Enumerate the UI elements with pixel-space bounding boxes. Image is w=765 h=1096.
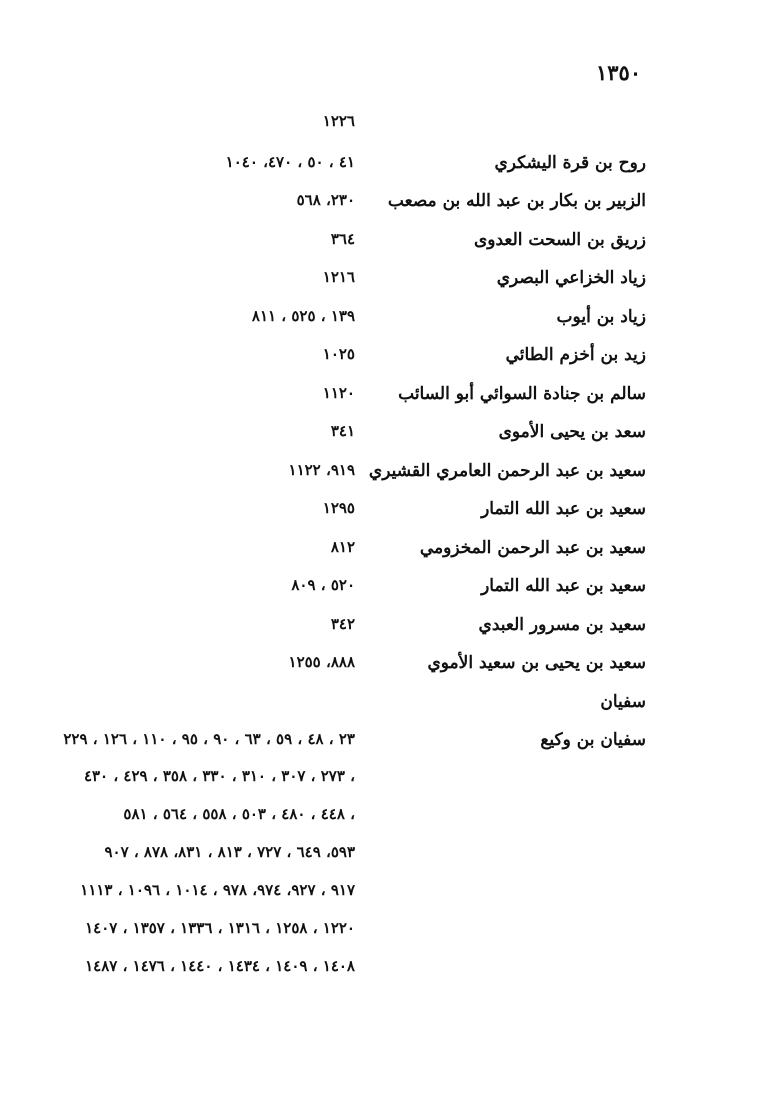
entry-continuation — [60, 763, 660, 801]
entry-name: سفيان — [600, 691, 646, 712]
entry-name: روح بن قرة اليشكري — [494, 152, 646, 173]
entry-pages-line: ١٢٢٠ ، ١٢٥٨ ، ١٣١٦ ، ١٣٣٦ ، ١٣٥٧ ، ١٤٠٧ — [85, 918, 355, 937]
entry-pages: ١٣٩ ، ٥٢٥ ، ٨١١ — [251, 306, 355, 325]
index-entry — [60, 108, 660, 147]
entry-pages: ٣٤١ — [330, 422, 355, 440]
entry-pages: ١٢١٦ — [322, 268, 355, 286]
index-entry — [60, 224, 660, 263]
entry-pages-line: ٩١٧ ، ٩٢٧، ٩٧٤، ٩٧٨ ، ١٠١٤ ، ١٠٩٦ ، ١١١٣ — [80, 880, 355, 899]
index-entry — [60, 724, 660, 763]
index-list — [60, 108, 660, 991]
entry-pages-line: ٢٣ ، ٤٨ ، ٥٩ ، ٦٣ ، ٩٠ ، ٩٥ ، ١١٠ ، ١٢٦ ، ٢٢٩ — [63, 730, 355, 748]
entry-name: زياد الخزاعي البصري — [496, 268, 646, 288]
entry-name: سعيد بن مسرور العبدي — [478, 614, 646, 635]
index-entry — [60, 686, 660, 725]
entry-pages-line: ، ٢٧٣ ، ٣٠٧ ، ٣١٠ ، ٣٣٠ ، ٣٥٨ ، ٤٢٩ ، ٤٣٠ — [83, 766, 355, 785]
entry-pages: ١١٢٠ — [322, 383, 355, 402]
entry-pages: ٣٦٤ — [330, 229, 355, 248]
entry-name: سعيد بن عبد الله التمار — [481, 499, 646, 519]
entry-pages: ١٢٩٥ — [322, 499, 355, 517]
entry-pages: ٤١ ، ٥٠ ، ٤٧٠، ١٠٤٠ — [225, 152, 355, 171]
index-entry — [60, 609, 660, 648]
entry-name: سعد بن يحيى الأموى — [498, 422, 646, 442]
entry-pages: ٨٨٨، ١٢٥٥ — [288, 653, 355, 671]
entry-name: الزبير بن بكار بن عبد الله بن مصعب — [387, 191, 646, 211]
entry-name: سالم بن جنادة السوائي أبو السائب — [398, 383, 646, 404]
entry-continuation — [60, 953, 660, 991]
index-entry — [60, 570, 660, 609]
index-entry — [60, 455, 660, 494]
index-entry — [60, 532, 660, 571]
entry-pages: ٨١٢ — [330, 537, 355, 556]
entry-continuation — [60, 839, 660, 877]
entry-pages-line: ٥٩٣، ٦٤٩ ، ٧٢٧ ، ٨١٣ ، ٨٣١، ٨٧٨ ، ٩٠٧ — [104, 842, 355, 861]
index-entry — [60, 647, 660, 686]
entry-name: سعيد بن عبد الرحمن العامري القشيري — [368, 460, 646, 481]
entry-name: سفيان بن وكيع — [540, 730, 646, 750]
entry-continuation — [60, 915, 660, 953]
entry-pages: ٩١٩، ١١٢٢ — [288, 460, 355, 479]
entry-pages: ٢٣٠، ٥٦٨ — [296, 191, 355, 209]
entry-continuation — [60, 877, 660, 915]
entry-name: زياد بن أيوب — [556, 306, 646, 327]
entry-pages: ٣٤٢ — [330, 614, 355, 633]
entry-pages: ٥٢٠ ، ٨٠٩ — [291, 576, 355, 594]
entry-name: سعيد بن عبد الرحمن المخزومي — [419, 537, 646, 558]
page-number: ١٣٥٠ — [596, 60, 642, 85]
entry-pages-line: ، ٤٤٨ ، ٤٨٠ ، ٥٠٣ ، ٥٥٨ ، ٥٦٤ ، ٥٨١ — [123, 804, 355, 823]
entry-name: سعيد بن عبد الله التمار — [481, 576, 646, 596]
index-entry — [60, 378, 660, 417]
entry-pages: ١٠٢٥ — [322, 345, 355, 363]
index-entry — [60, 493, 660, 532]
entry-name: زريق بن السحت العدوى — [473, 229, 646, 250]
index-entry — [60, 301, 660, 340]
index-entry — [60, 147, 660, 186]
index-entry — [60, 339, 660, 378]
entry-name: سعيد بن يحيى بن سعيد الأموي — [427, 653, 646, 673]
index-entry — [60, 416, 660, 455]
index-entry — [60, 262, 660, 301]
entry-continuation — [60, 801, 660, 839]
entry-pages-line: ١٤٠٨ ، ١٤٠٩ ، ١٤٣٤ ، ١٤٤٠ ، ١٤٧٦ ، ١٤٨٧ — [85, 956, 355, 975]
entry-name: زيد بن أخزم الطائي — [505, 345, 646, 365]
entry-pages: ١٢٢٦ — [322, 112, 355, 130]
index-entry — [60, 185, 660, 224]
